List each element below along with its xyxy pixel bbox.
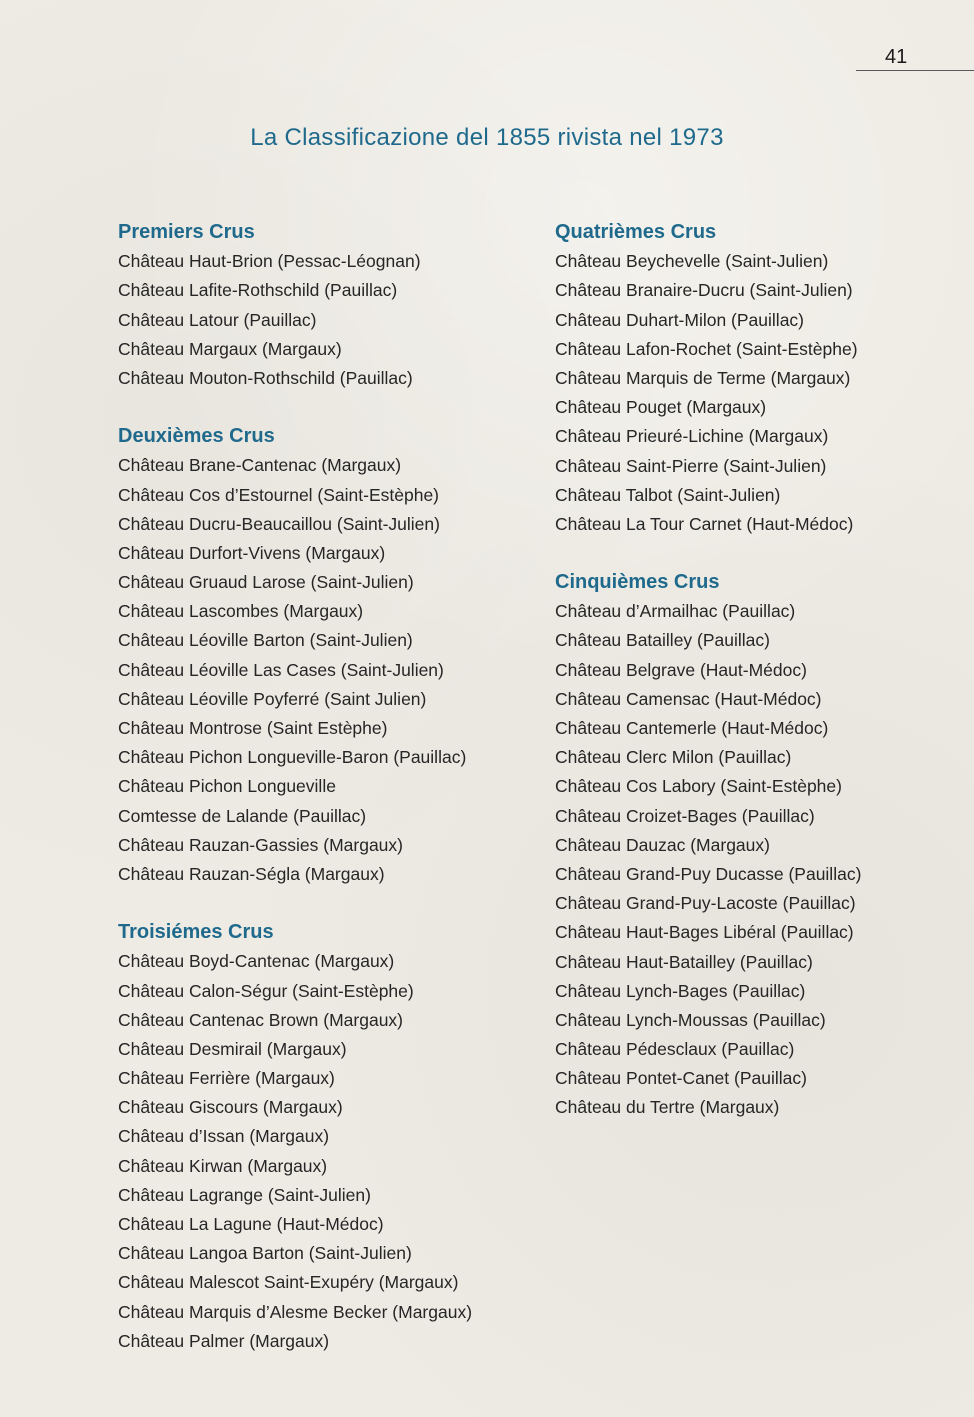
wine-entry: Château Kirwan (Margaux) — [118, 1155, 328, 1176]
wine-entry: Château Haut-Batailley (Pauillac) — [555, 951, 813, 972]
wine-entry: Château Batailley (Pauillac) — [555, 630, 770, 651]
wine-entry: Château Durfort-Vivens (Margaux) — [118, 542, 386, 563]
wine-entry: Château Cantenac Brown (Margaux) — [118, 1009, 404, 1030]
page-title: La Classificazione del 1855 rivista nel 1973 — [250, 124, 724, 151]
right-column — [555, 218, 955, 1152]
wine-entry: Comtesse de Lalande (Pauillac) — [118, 805, 367, 826]
wine-entry: Château Cantemerle (Haut-Médoc) — [555, 718, 829, 738]
wine-entry: Château Lagrange (Saint-Julien) — [118, 1184, 371, 1205]
wine-entry: Château La Tour Carnet (Haut-Médoc) — [555, 513, 854, 534]
wine-entry: Château Marquis d’Alesme Becker (Margaux) — [118, 1301, 473, 1322]
wine-entry: Château Grand-Puy-Lacoste (Pauillac) — [555, 893, 856, 914]
page-number-rule — [856, 70, 974, 71]
wine-entry: Château Boyd-Cantenac (Margaux) — [118, 951, 395, 972]
left-column — [118, 218, 528, 1385]
wine-entry: Château Grand-Puy Ducasse (Pauillac) — [555, 863, 862, 884]
section-heading: Troisiémes Crus — [118, 921, 274, 944]
wine-entry: Château Léoville Barton (Saint-Julien) — [118, 630, 413, 651]
section-troisiemes-crus — [118, 918, 528, 1356]
wine-entry: Château Pichon Longueville — [118, 776, 336, 797]
wine-entry: Château La Lagune (Haut-Médoc) — [118, 1214, 384, 1234]
section-heading: Premiers Crus — [118, 221, 255, 243]
section-heading: Deuxièmes Crus — [118, 425, 275, 448]
wine-entry: Château Cos Labory (Saint-Estèphe) — [555, 776, 842, 797]
wine-entry: Château Langoa Barton (Saint-Julien) — [118, 1243, 412, 1264]
wine-entry: Château Cos d’Estournel (Saint-Estèphe) — [118, 484, 440, 505]
wine-entry: Château Marquis de Terme (Margaux) — [555, 367, 851, 388]
wine-entry: Château Palmer (Margaux) — [118, 1330, 330, 1351]
wine-entry: Château Calon-Ségur (Saint-Estèphe) — [118, 980, 414, 1001]
wine-entry: Château Dauzac (Margaux) — [555, 834, 770, 855]
wine-entry: Château Lynch-Bages (Pauillac) — [555, 980, 806, 1001]
section-deuxiemes-crus — [118, 422, 528, 889]
wine-entry: Château Gruaud Larose (Saint-Julien) — [118, 572, 414, 593]
wine-entry: Château d’Issan (Margaux) — [118, 1126, 330, 1147]
wine-entry: Château Branaire-Ducru (Saint-Julien) — [555, 280, 853, 301]
wine-entry: Château Pontet-Canet (Pauillac) — [555, 1068, 807, 1089]
section-premiers-crus — [118, 218, 528, 393]
wine-entry: Château Beychevelle (Saint-Julien) — [555, 251, 829, 272]
section-heading: Quatrièmes Crus — [555, 221, 717, 243]
wine-entry: Château Lafite-Rothschild (Pauillac) — [118, 280, 398, 301]
wine-entry: Château Haut-Bages Libéral (Pauillac) — [555, 922, 854, 943]
wine-entry: Château Pédesclaux (Pauillac) — [555, 1039, 795, 1060]
wine-entry: Château Ferrière (Margaux) — [118, 1068, 335, 1089]
wine-entry: Château Saint-Pierre (Saint-Julien) — [555, 455, 827, 476]
section-quatriemes-crus — [555, 218, 955, 539]
section-cinquiemes-crus — [555, 568, 955, 1123]
wine-entry: Château Lafon-Rochet (Saint-Estèphe) — [555, 338, 858, 359]
wine-entry: Château d’Armailhac (Pauillac) — [555, 601, 796, 622]
wine-entry: Château Prieuré-Lichine (Margaux) — [555, 426, 829, 447]
wine-entry: Château Mouton-Rothschild (Pauillac) — [118, 367, 413, 388]
wine-entry: Château Camensac (Haut-Médoc) — [555, 688, 822, 709]
wine-entry: Château Malescot Saint-Exupéry (Margaux) — [118, 1272, 459, 1293]
wine-entry: Château du Tertre (Margaux) — [555, 1097, 780, 1118]
wine-entry: Château Lynch-Moussas (Pauillac) — [555, 1009, 826, 1030]
wine-entry: Château Clerc Milon (Pauillac) — [555, 747, 792, 768]
wine-entry: Château Lascombes (Margaux) — [118, 601, 364, 622]
wine-entry: Château Duhart-Milon (Pauillac) — [555, 309, 804, 330]
wine-entry: Château Margaux (Margaux) — [118, 338, 342, 359]
wine-entry: Château Léoville Las Cases (Saint-Julien) — [118, 659, 444, 680]
wine-entry: Château Brane-Cantenac (Margaux) — [118, 455, 402, 476]
wine-entry: Château Belgrave (Haut-Médoc) — [555, 659, 807, 680]
page-number: 41 — [885, 46, 908, 68]
wine-entry: Château Léoville Poyferré (Saint Julien) — [118, 688, 427, 709]
wine-entry: Château Haut-Brion (Pessac-Léognan) — [118, 251, 421, 272]
wine-entry: Château Rauzan-Ségla (Margaux) — [118, 863, 385, 884]
wine-entry: Château Croizet-Bages (Pauillac) — [555, 805, 815, 826]
wine-entry: Château Talbot (Saint-Julien) — [555, 484, 781, 505]
wine-entry: Château Ducru-Beaucaillou (Saint-Julien) — [118, 513, 440, 534]
wine-entry: Château Pouget (Margaux) — [555, 397, 767, 418]
section-heading: Cinquièmes Crus — [555, 571, 720, 594]
wine-entry: Château Desmirail (Margaux) — [118, 1038, 347, 1059]
wine-entry: Château Montrose (Saint Estèphe) — [118, 718, 388, 738]
wine-entry: Château Rauzan-Gassies (Margaux) — [118, 834, 403, 855]
wine-entry: Château Pichon Longueville-Baron (Pauillac) — [118, 747, 467, 768]
wine-entry: Château Giscours (Margaux) — [118, 1097, 343, 1118]
wine-entry: Château Latour (Pauillac) — [118, 309, 317, 330]
